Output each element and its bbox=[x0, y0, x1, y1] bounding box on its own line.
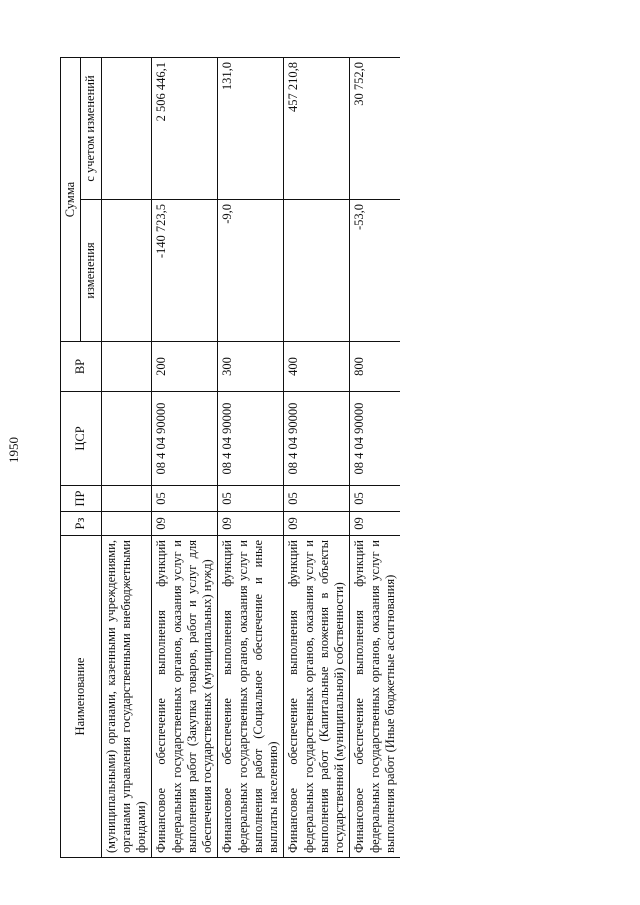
row-csr: 08 4 04 90000 bbox=[152, 392, 218, 486]
row-rz bbox=[101, 512, 152, 536]
row-changes: -9,0 bbox=[218, 200, 284, 342]
header-changes: изменения bbox=[81, 200, 101, 342]
row-changes: -140 723,5 bbox=[152, 200, 218, 342]
header-with-changes: с учетом изменений bbox=[81, 58, 101, 200]
header-name: Наименование bbox=[61, 536, 102, 858]
row-name: Финансовое обеспечение выполнения функций федеральных государственных органов, оказания услуг и выполнения работ (Социальное обеспечение и иные выплаты населению) bbox=[218, 536, 284, 858]
page-number-text: 1950 bbox=[6, 437, 21, 463]
table-row bbox=[350, 58, 400, 858]
row-vr bbox=[101, 342, 152, 392]
header-vr: ВР bbox=[61, 342, 102, 392]
header-pr: ПР bbox=[61, 486, 102, 512]
row-total: 30 752,0 bbox=[350, 58, 400, 200]
row-total: 457 210,8 bbox=[284, 58, 350, 200]
row-vr: 800 bbox=[350, 342, 400, 392]
table-row bbox=[101, 58, 152, 858]
row-csr: 08 4 04 90000 bbox=[218, 392, 284, 486]
header-sum: Сумма bbox=[61, 58, 81, 342]
header-rz: Рз bbox=[61, 512, 102, 536]
row-pr: 05 bbox=[284, 486, 350, 512]
row-vr: 400 bbox=[284, 342, 350, 392]
row-csr bbox=[101, 392, 152, 486]
budget-sheet bbox=[60, 58, 580, 858]
row-total: 2 506 446,1 bbox=[152, 58, 218, 200]
page-number bbox=[0, 430, 28, 470]
table-header bbox=[61, 58, 102, 858]
row-rz: 09 bbox=[284, 512, 350, 536]
row-rz: 09 bbox=[218, 512, 284, 536]
table-row bbox=[218, 58, 284, 858]
row-changes bbox=[101, 200, 152, 342]
row-pr bbox=[101, 486, 152, 512]
table-row bbox=[152, 58, 218, 858]
row-vr: 300 bbox=[218, 342, 284, 392]
row-pr: 05 bbox=[218, 486, 284, 512]
row-total: 131,0 bbox=[218, 58, 284, 200]
row-pr: 05 bbox=[152, 486, 218, 512]
budget-table bbox=[60, 57, 400, 858]
row-changes bbox=[284, 200, 350, 342]
row-total bbox=[101, 58, 152, 200]
table-body bbox=[101, 58, 400, 858]
row-csr: 08 4 04 90000 bbox=[284, 392, 350, 486]
row-vr: 200 bbox=[152, 342, 218, 392]
row-name: (муниципальными) органами, казенными учреждениями, органами управления государственными внебюджетными фондами) bbox=[101, 536, 152, 858]
row-name: Финансовое обеспечение выполнения функций федеральных государственных органов, оказания услуг и выполнения работ (Закупка товаров, работ и услуг для обеспечения государственных (муниципальных) нужд) bbox=[152, 536, 218, 858]
row-changes: -53,0 bbox=[350, 200, 400, 342]
row-csr: 08 4 04 90000 bbox=[350, 392, 400, 486]
row-name: Финансовое обеспечение выполнения функций федеральных государственных органов, оказания услуг и выполнения работ (Иные бюджетные ассигнования) bbox=[350, 536, 400, 858]
header-csr: ЦСР bbox=[61, 392, 102, 486]
row-rz: 09 bbox=[152, 512, 218, 536]
row-rz: 09 bbox=[350, 512, 400, 536]
row-name: Финансовое обеспечение выполнения функций федеральных государственных органов, оказания услуг и выполнения работ (Капитальные вложения в объекты государственной (муниципальной) собственности) bbox=[284, 536, 350, 858]
table-row bbox=[284, 58, 350, 858]
row-pr: 05 bbox=[350, 486, 400, 512]
